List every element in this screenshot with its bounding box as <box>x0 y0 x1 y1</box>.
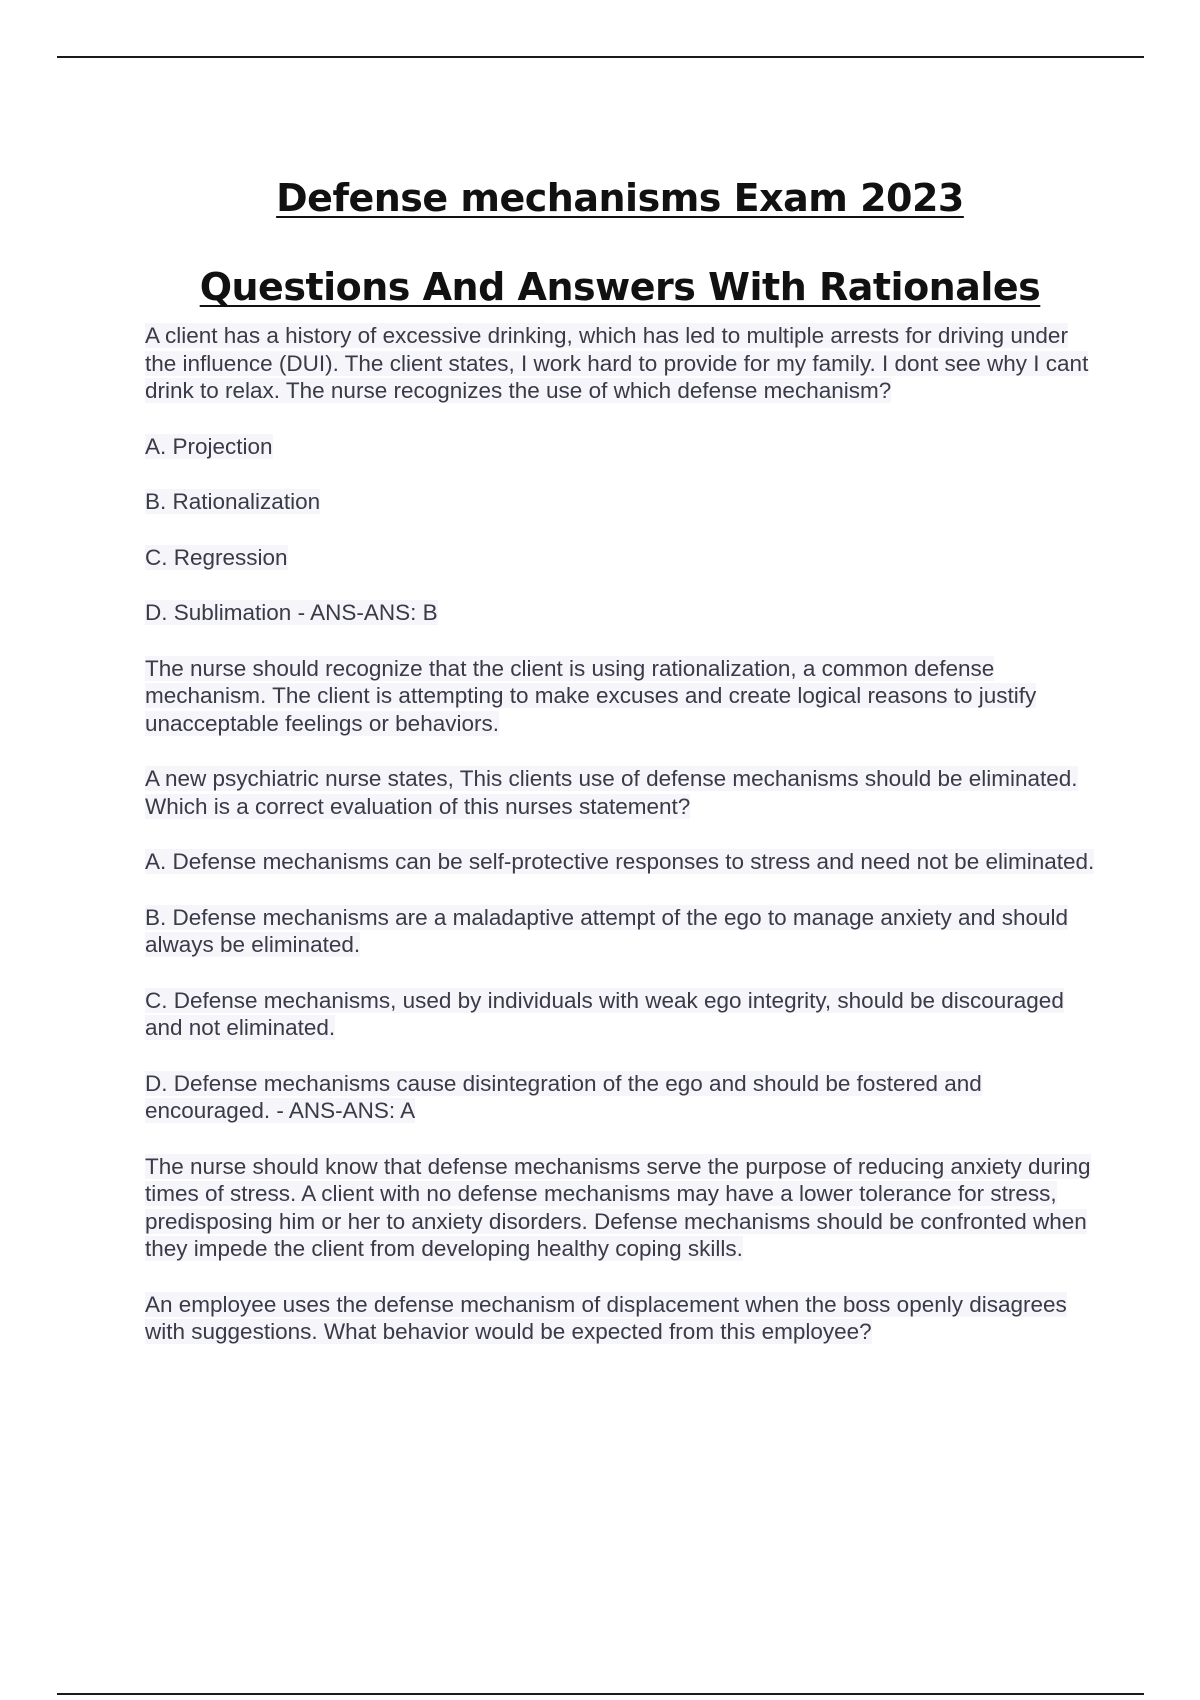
option-1d-answer <box>145 599 1095 627</box>
option-2d-answer <box>145 1070 1095 1125</box>
question-text: A client has a history of excessive drinking, which has led to multiple arrests for driving under the influence (DUI). The client states, I work hard to provide for my family. I dont see why I cant drink to relax. The nurse recognizes the use of which defense mechanism? <box>145 323 1089 403</box>
option-1c <box>145 544 1095 572</box>
rationale-text: The nurse should recognize that the client is using rationalization, a common defense mechanism. The client is attempting to make excuses and create logical reasons to justify unacceptable feelings or behaviors. <box>145 655 1037 736</box>
question-2 <box>145 765 1095 820</box>
option-2c <box>145 987 1095 1042</box>
option-text: B. Rationalization <box>145 489 321 514</box>
document-body <box>145 322 1095 1374</box>
option-text: C. Regression <box>145 544 288 570</box>
question-text: An employee uses the defense mechanism of displacement when the boss openly disagrees with suggestions. What behavior would be expected from this employee? <box>145 1291 1067 1344</box>
option-text: A. Defense mechanisms can be self-protective responses to stress and need not be eliminated. <box>145 849 1095 874</box>
option-1b <box>145 488 1095 516</box>
rationale-1 <box>145 655 1095 738</box>
rationale-text: The nurse should know that defense mechanisms serve the purpose of reducing anxiety during times of stress. A client with no defense mechanisms may have a lower tolerance for stress, predisposing him or her to anxiety disorders. Defense mechanisms should be confronted when they impede the client from developing healthy coping skills. <box>145 1153 1091 1261</box>
option-2b <box>145 904 1095 959</box>
question-3 <box>145 1291 1095 1346</box>
top-rule <box>57 56 1144 58</box>
bottom-rule <box>57 1693 1144 1695</box>
document-title-line-1: Defense mechanisms Exam 2023 <box>276 176 964 221</box>
option-1a <box>145 433 1095 461</box>
question-text: A new psychiatric nurse states, This clients use of defense mechanisms should be eliminated. Which is a correct evaluation of this nurses statement? <box>145 766 1078 819</box>
question-1 <box>145 322 1095 405</box>
option-2a <box>145 848 1095 876</box>
option-text: D. Defense mechanisms cause disintegration of the ego and should be fostered and encouraged. - ANS-ANS: A <box>145 1070 982 1123</box>
option-text: B. Defense mechanisms are a maladaptive attempt of the ego to manage anxiety and should always be eliminated. <box>145 904 1069 957</box>
document-title-line-2: Questions And Answers With Rationales <box>199 265 1041 310</box>
rationale-2 <box>145 1153 1095 1263</box>
option-text: D. Sublimation - ANS-ANS: B <box>145 600 438 625</box>
option-text: A. Projection <box>145 433 273 459</box>
option-text: C. Defense mechanisms, used by individuals with weak ego integrity, should be discouraged and not eliminated. <box>145 987 1064 1040</box>
